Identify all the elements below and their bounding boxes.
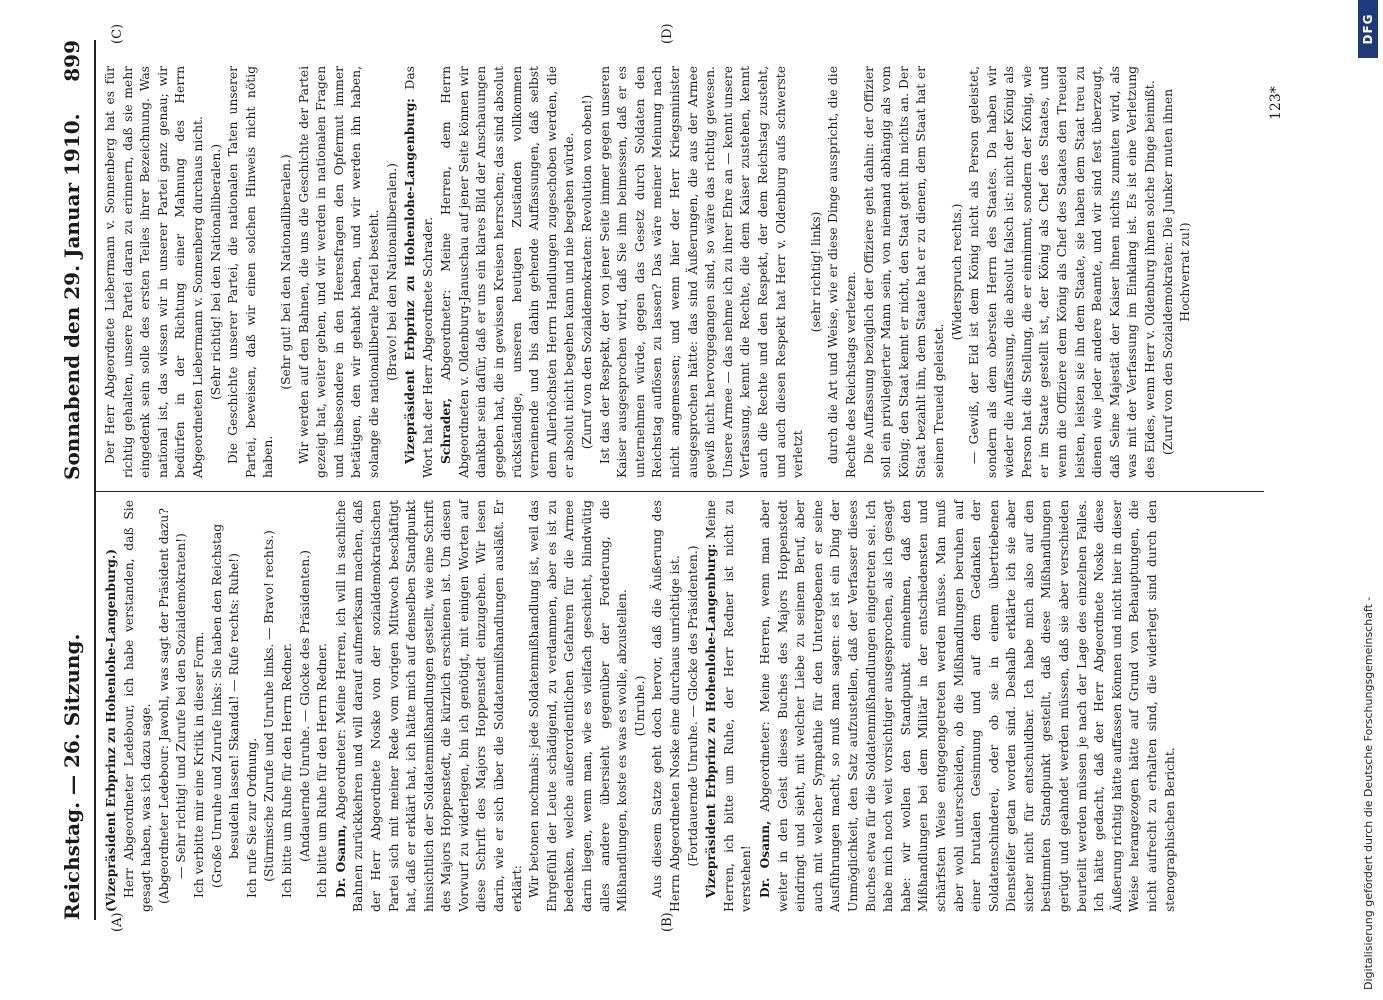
interjection <box>208 66 226 478</box>
text-paragraph <box>649 500 684 912</box>
page-number: 899 <box>60 40 84 82</box>
interjection <box>949 66 967 478</box>
paragraph-text: Herr Abgeordneter Ledebour, ich habe verstanden, daß Sie gesagt haben, was ich dazu sage. <box>121 500 154 912</box>
text-paragraph <box>279 500 297 912</box>
interjection <box>632 500 650 912</box>
header-rule <box>94 40 96 920</box>
interjection-text: (Fortdauernde Unruhe. — Glocke des Präsidenten.) <box>685 545 700 867</box>
paragraph-text: Ich bitte um Ruhe für den Herrn Redner. <box>315 642 330 898</box>
margin-mark-a: (A) <box>110 912 125 932</box>
interjection <box>685 500 703 912</box>
speech-paragraph <box>102 500 121 912</box>
digitization-note <box>1358 0 1380 1000</box>
speech-paragraph <box>437 66 579 478</box>
interjection-text: (Große Unruhe und Zurufe links: Sie haben den Reichstag besudeln lassen! Skandal! — Rufe rechts: Ruhe!) <box>209 523 242 889</box>
text-paragraph <box>314 500 332 912</box>
paragraph-text: Ich bitte um Ruhe für den Herrn Redner. <box>279 642 294 898</box>
paragraph-text: Die Auffassung bezüglich der Offiziere geht dahin: der Offizier soll ein privilegierter Mann sein, von niemand abhängig als vom König; den Staat kennt er nicht, den Staat geht ihn nichts an. Der Staat bezahlt ihn, dem Staate hat er zu dienen, dem Staat hat er seinen Treueid geleistet. <box>861 66 946 478</box>
interjection-text: (Stürmische Zurufe und Unruhe links. — Bravo! rechts.) <box>262 530 277 882</box>
interjection-text: (Sehr gut! bei den Nationalliberalen.) <box>278 154 293 390</box>
interjection <box>261 500 279 912</box>
dfg-logo: DFG <box>1358 0 1378 58</box>
speaker-name: Vizepräsident Erbprinz zu Hohenlohe-Langenburg: <box>402 98 418 464</box>
paragraph-text: Wir betonen nochmals: jede Soldatenmißhandlung ist, weil das Ehrgefühl der Leute schädigend, zu verdammen, aber es ist zu bedenken, welche außerordentlichen Gefahren für die Armee darin liegen, wenn man, wie es vielfach geschieht, blindwütig alles andere übersieht gegenüber der Forderung, die Mißhandlungen, koste es was es wolle, abzustellen. <box>527 500 630 912</box>
speaker-name: Vizepräsident Erbprinz zu Hohenlohe-Langenburg: <box>703 543 719 898</box>
speaker-name: (Vizepräsident Erbprinz zu Hohenlohe-Langenburg.) <box>103 548 118 912</box>
speech-text: Das Wort hat der Herr Abgeordnete Schrader. <box>403 66 435 478</box>
speech-paragraph <box>332 500 527 912</box>
text-paragraph <box>244 500 262 912</box>
interjection-text: (Unruhe.) <box>632 675 647 737</box>
interjection <box>278 66 296 478</box>
text-paragraph <box>191 500 209 912</box>
interjection <box>156 500 191 912</box>
footer-number: 123* <box>1268 86 1284 120</box>
column-divider <box>94 491 1264 492</box>
margin-mark-c: (C) <box>110 23 125 44</box>
header-center: Sonnabend den 29. Januar 1910. <box>60 113 84 480</box>
paragraph-text: Ich rufe Sie zur Ordnung. <box>244 737 259 898</box>
header-left: Reichstag. — 26. Sitzung. <box>60 633 84 920</box>
speech-text: Abgeordneter: Meine Herren, ich will in sachliche Bahnen zurückkehren und will darauf aufmerksam machen, daß der Herr Abgeordnete Noske von der sozialdemokratischen Partei sich mit meiner Rede vom vorigen Mittwoch beschäftigt hat, daß er erklärt hat, ich hätte mich auf denselben Standpunkt hinsichtlich der Soldatenmißhandlungen gestellt, wie eine Schrift des Majors Hoppenstedt, die kürzlich erschienen ist. Um diesen Vorwurf zu widerlegen, bin ich genötigt, mit einigen Worten auf diese Schrift des Majors Hoppenstedt einzugehen. Wir lesen darin, wie er sich über die Soldatenmißhandlungen ausläßt. Er erklärt: <box>333 500 524 912</box>
text-paragraph <box>861 66 949 478</box>
interjection-text: (Abgeordneter Ledebour: Jawohl, was sagt der Präsident dazu? — Sehr richtig! und Zurufe bei den Sozialdemokraten!) <box>156 508 189 904</box>
speech-paragraph <box>756 500 1179 912</box>
interjection-text: (Zuruf von den Sozialdemokraten: Revolution von oben!) <box>580 94 595 450</box>
text-paragraph <box>825 66 860 478</box>
page-header <box>60 40 90 920</box>
text-paragraph <box>102 66 208 478</box>
interjection <box>1160 66 1195 478</box>
text-paragraph <box>966 66 1160 478</box>
speech-text: Meine Herren, ich bitte um Ruhe, der Herr Redner ist nicht zu verstehen! <box>704 500 754 912</box>
interjection-text: (Sehr richtig! bei den Nationalliberalen.) <box>208 144 223 401</box>
interjection <box>209 500 244 912</box>
speech-paragraph <box>702 500 756 912</box>
interjection <box>808 66 826 478</box>
interjection-text: (Bravo! bei den Nationalliberalen.) <box>384 163 399 381</box>
interjection-text: (Zuruf von den Sozialdemokraten: Die Junker muten ihnen Hochverrat zu!) <box>1160 88 1193 456</box>
text-paragraph <box>597 66 808 478</box>
text-paragraph <box>526 500 632 912</box>
interjection-text: (Widerspruch rechts.) <box>949 203 964 341</box>
paragraph-text: Ich verbitte mir eine Kritik in dieser Form. <box>191 631 206 898</box>
paragraph-text: — Gewiß, der Eid ist dem König nicht als Person geleistet, sondern als dem obersten Herrn des Staates. Da haben wir wieder die Auffassung, die absolut falsch ist: nicht der König als Person hat die Stellung, die er einnimmt, sondern der König, wie er im Staate gestellt ist, der König als Chef des Staates, und wenn die Offiziere dem König als Chef des Staates den Treueid leisten, leisten sie ihn dem Staate, sie haben dem Staat treu zu dienen wie jeder andere Beamte, und wir sind fest überzeugt, daß Seine Majestät der Kaiser ihnen nichts zumuten wird, als was mit der Verfassung im Einklang ist. Es ist eine Verletzung des Eides, wenn Herr v. Oldenburg ihnen solche Dinge beimißt. <box>967 66 1158 478</box>
left-column <box>102 500 1179 912</box>
margin-mark-b: (B) <box>660 912 675 932</box>
interjection-text: (Andauernde Unruhe. — Glocke des Präsidenten.) <box>297 550 312 862</box>
paragraph-text: durch die Art und Weise, wie er diese Dinge ausspricht, die die Rechte des Reichstags verletzen. <box>826 66 858 478</box>
text-paragraph <box>225 66 278 478</box>
right-column <box>102 66 1195 478</box>
speech-paragraph <box>401 66 437 478</box>
speech-text: Abgeordneter: Meine Herren, dem Herrn Abgeordneten v. Oldenburg-Januschau auf jener Seite können wir dankbar sein dafür, daß er uns ein klares Bild der Anschauungen gegeben hat, die in gewissen Kreisen herrschen; das sind absolut rückständige, unseren heutigen Zuständen vollkommen verneinende und bis dahin gehende Auffassungen, daß selbst dem Allerhöchsten Herrn Handlungen zugeschoben werden, die er absolut nicht begehen kann und nie begehen würde. <box>439 66 577 478</box>
paragraph-text: Der Herr Abgeordnete Liebermann v. Sonnenberg hat es für richtig gehalten, unsere Partei daran zu erinnern, daß sie mehr eingedenk sein solle des ersten Teiles ihrer Bezeichnung. Was national ist, das wissen wir in unserer Partei ganz genau; wir bedürfen in der Richtung einer Mahnung des Herrn Abgeordneten Liebermann v. Sonnenberg durchaus nicht. <box>103 66 205 478</box>
speech-text: Abgeordneter: Meine Herren, wenn man aber weiter in den Geist dieses Buches des Majors Hoppenstedt eindringt und sieht, mit welcher Liebe zu seinem Beruf, aber auch mit welcher Sympathie für den Untergebenen er seine Ausführungen macht, so muß man sagen: es ist ein Ding der Unmöglichkeit, den Satz aufzustellen, daß der Verfasser dieses Buches etwa für die Soldatenmißhandlungen eingetreten sei. Ich habe mich noch weit vorsichtiger ausgesprochen, als ich gesagt habe: wir wollen den Standpunkt einnehmen, daß den Mißhandlungen bei dem Militär in der entschiedensten und schärfsten Weise entgegengetreten werden müsse. Man muß aber wohl unterscheiden, ob die Mißhandlungen beruhen auf einer brutalen Gesinnung und auf dem Gedanken der Soldatenschinderei, oder ob sie in einem übertriebenen Diensteifer getan worden sind. Deshalb erklärte ich sie aber sicher nicht für entschuldbar. Ich habe mich also auf den bestimmten Standpunkt gestellt, daß diese Mißhandlungen gerügt und geahndet werden müssen, daß sie aber verschieden beurteilt werden müssen je nach der Lage des einzelnen Falles. Ich hätte gedacht, daß der Herr Abgeordnete Noske diese Äußerung richtig hätte auffassen können und nicht hier in dieser Weise herangezogen hätte auf Grund von Behauptungen, die nicht aufrecht zu erhalten sind, die widerlegt sind durch den stenographischen Bericht. <box>757 499 1177 912</box>
speaker-name: Schrader, <box>438 397 454 464</box>
speaker-name: Dr. Osann, <box>756 820 772 898</box>
interjection-text: (sehr richtig! links) <box>808 211 823 333</box>
digitization-text: Digitalisierung gefördert durch die Deutsche Forschungsgemeinschaft - <box>1362 596 1375 990</box>
speaker-name: Dr. Osann, <box>332 824 348 898</box>
margin-mark-d: (D) <box>660 23 675 44</box>
interjection <box>297 500 315 912</box>
paragraph-text: Ist das der Respekt, der von jener Seite immer gegen unseren Kaiser ausgesprochen wird, daß Sie ihm beimessen, daß er es unternehmen würde, gegen das Gesetz durch Soldaten den Reichstag auflösen zu lassen? Das wäre meiner Meinung nach nicht angemessen; und wenn hier der Herr Kriegsminister ausgesprochen hätte: das sind Äußerungen, die aus der Armee gewiß nicht hervorgegangen sind, so wäre das richtig gewesen. Unsere Armee — das nehme ich zu ihrer Ehre an — kennt unsere Verfassung, kennt die Rechte, die dem Kaiser zustehen, kennt auch die Rechte und den Respekt, der dem Reichstag zusteht, und auch diesen Respekt hat Herr v. Oldenburg aufs schwerste verletzt <box>597 66 806 478</box>
paragraph-text: Wir werden auf den Bahnen, die uns die Geschichte der Partei gezeigt hat, weiter gehen, und wir werden in nationalen Fragen und insbesondere in den Heeresfragen den Opfermut immer betätigen, den wir gehabt haben, und wir werden ihn haben, solange die nationalliberale Partei besteht. <box>296 66 381 478</box>
text-paragraph <box>296 66 384 478</box>
interjection <box>384 66 402 478</box>
text-paragraph <box>121 500 156 912</box>
paragraph-text: Aus diesem Satze geht doch hervor, daß die Äußerung des Herrn Abgeordneten Noske eine durchaus unrichtige ist. <box>650 500 682 912</box>
interjection <box>579 66 597 478</box>
paragraph-text: Die Geschichte unserer Partei, die nationalen Taten unserer Partei, beweisen, daß wir einen solchen Hinweis nicht nötig haben. <box>226 66 276 478</box>
